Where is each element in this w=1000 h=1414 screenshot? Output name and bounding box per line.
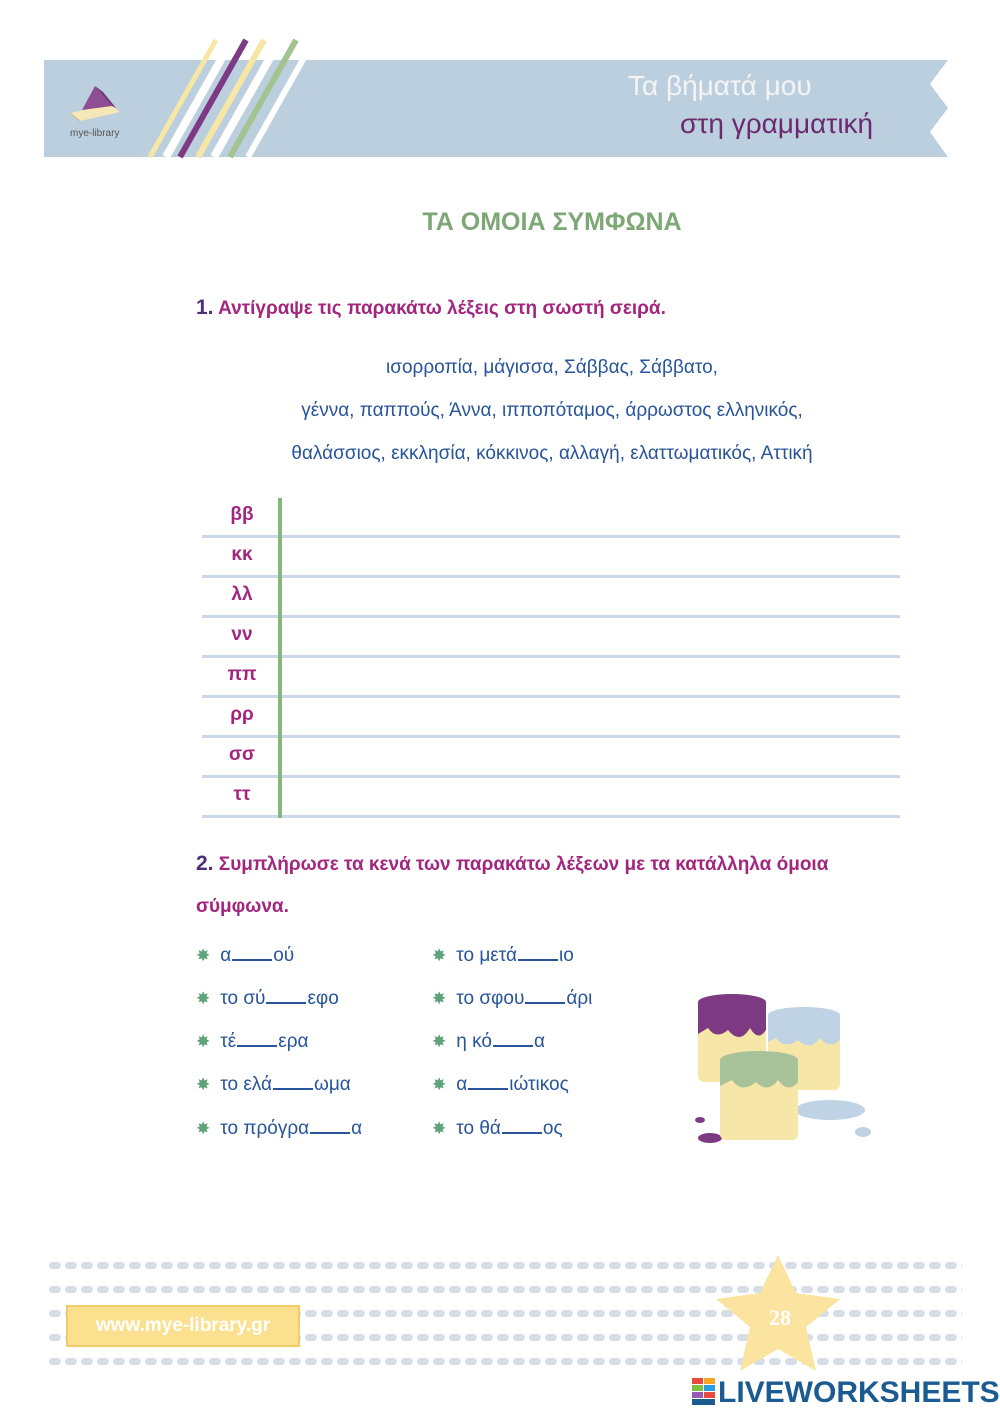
table-row — [202, 538, 900, 578]
list-item: ✸ το πρόγρα α — [196, 1118, 363, 1139]
list-item: ✸ α ιώτικος — [432, 1074, 569, 1095]
blank-input[interactable] — [232, 945, 272, 961]
exercise2-text: Συμπλήρωσε τα κενά των παρακάτω λέξεων με τα κατάλληλα όμοια σύμφωνα. — [196, 854, 829, 917]
liveworksheets-text: LIVEWORKSHEETS — [718, 1376, 1000, 1409]
exercise1-text: Αντίγραψε τις παρακάτω λέξεις στη σωστή σειρά. — [218, 298, 666, 319]
list-item: ✸ το ελά ωμα — [196, 1074, 351, 1095]
blank-input[interactable] — [310, 1118, 350, 1134]
star-bullet-icon: ✸ — [196, 989, 211, 1008]
star-bullet-icon: ✸ — [196, 1075, 211, 1094]
row-divider — [278, 498, 282, 538]
blank-input[interactable] — [518, 945, 558, 961]
answer-field-tt[interactable] — [294, 784, 900, 808]
row-divider — [278, 738, 282, 778]
list-item: ✸ η κό α — [432, 1031, 545, 1052]
exercise2-instruction — [196, 843, 916, 928]
list-item: ✸ το θά ος — [432, 1118, 563, 1139]
row-label: νν — [231, 624, 253, 645]
star-bullet-icon: ✸ — [432, 989, 447, 1008]
row-divider — [278, 778, 282, 818]
row-divider — [278, 658, 282, 698]
sorting-table — [202, 498, 900, 818]
row-label: σσ — [229, 744, 255, 765]
list-item: ✸ α ού — [196, 945, 295, 966]
table-row — [202, 738, 900, 778]
list-item: ✸ το σφου άρι — [432, 988, 593, 1009]
row-label: λλ — [231, 584, 253, 605]
row-label: ππ — [227, 664, 257, 685]
header-banner — [0, 0, 1000, 170]
row-label: κκ — [231, 544, 253, 565]
list-item: ✸ το σύ εφο — [196, 988, 339, 1009]
star-bullet-icon: ✸ — [432, 1119, 447, 1138]
row-divider — [278, 578, 282, 618]
blank-input[interactable] — [273, 1074, 313, 1090]
table-row — [202, 578, 900, 618]
blank-input[interactable] — [525, 988, 565, 1004]
star-bullet-icon: ✸ — [432, 1032, 447, 1051]
word-list-line-2: γέννα, παππούς, Άννα, ιπποπόταμος, άρρωστος ελληνικός, — [301, 400, 803, 421]
table-row — [202, 778, 900, 818]
answer-field-ss[interactable] — [294, 744, 900, 768]
table-row — [202, 698, 900, 738]
exercise2-number: 2. — [196, 852, 214, 875]
row-divider — [278, 538, 282, 578]
star-bullet-icon: ✸ — [196, 1032, 211, 1051]
answer-field-pp[interactable] — [294, 664, 900, 688]
answer-field-kk[interactable] — [294, 544, 900, 568]
blank-input[interactable] — [237, 1031, 277, 1047]
word-list-line-1: ισορροπία, μάγισσα, Σάββας, Σάββατο, — [386, 357, 718, 378]
row-label: ττ — [233, 784, 251, 805]
blank-input[interactable] — [493, 1031, 533, 1047]
paint-cans-icon — [680, 990, 880, 1150]
star-bullet-icon: ✸ — [196, 946, 211, 965]
row-divider — [278, 618, 282, 658]
website-url[interactable]: www.mye-library.gr — [66, 1305, 300, 1347]
blank-input[interactable] — [266, 988, 306, 1004]
page-number: 28 — [769, 1305, 791, 1330]
answer-field-ll[interactable] — [294, 584, 900, 608]
table-row — [202, 658, 900, 698]
logo-label: mye-library — [70, 128, 120, 139]
exercise1-number: 1. — [196, 296, 214, 319]
table-row — [202, 618, 900, 658]
star-bullet-icon: ✸ — [432, 946, 447, 965]
blank-input[interactable] — [502, 1118, 542, 1134]
list-item: ✸ τέ ερα — [196, 1031, 309, 1052]
answer-field-rr[interactable] — [294, 704, 900, 728]
section-title: ΤΑ ΟΜΟΙΑ ΣΥΜΦΩΝΑ — [422, 208, 682, 236]
exercise1-instruction — [196, 296, 666, 320]
liveworksheets-icon — [692, 1378, 716, 1406]
header-title-line1: Τα βήματά μου — [628, 70, 812, 101]
header-title-line2: στη γραμματική — [680, 108, 874, 139]
row-divider — [278, 698, 282, 738]
star-bullet-icon: ✸ — [196, 1119, 211, 1138]
blank-input[interactable] — [468, 1074, 508, 1090]
answer-field-bb[interactable] — [294, 504, 900, 528]
star-bullet-icon: ✸ — [432, 1075, 447, 1094]
row-label: ββ — [230, 504, 254, 525]
row-label: ρρ — [230, 704, 254, 725]
answer-field-nn[interactable] — [294, 624, 900, 648]
list-item: ✸ το μετά ιο — [432, 945, 574, 966]
table-row — [202, 498, 900, 538]
word-list-line-3: θαλάσσιος, εκκλησία, κόκκινος, αλλαγή, ελαττωματικός, Αττική — [291, 443, 813, 464]
